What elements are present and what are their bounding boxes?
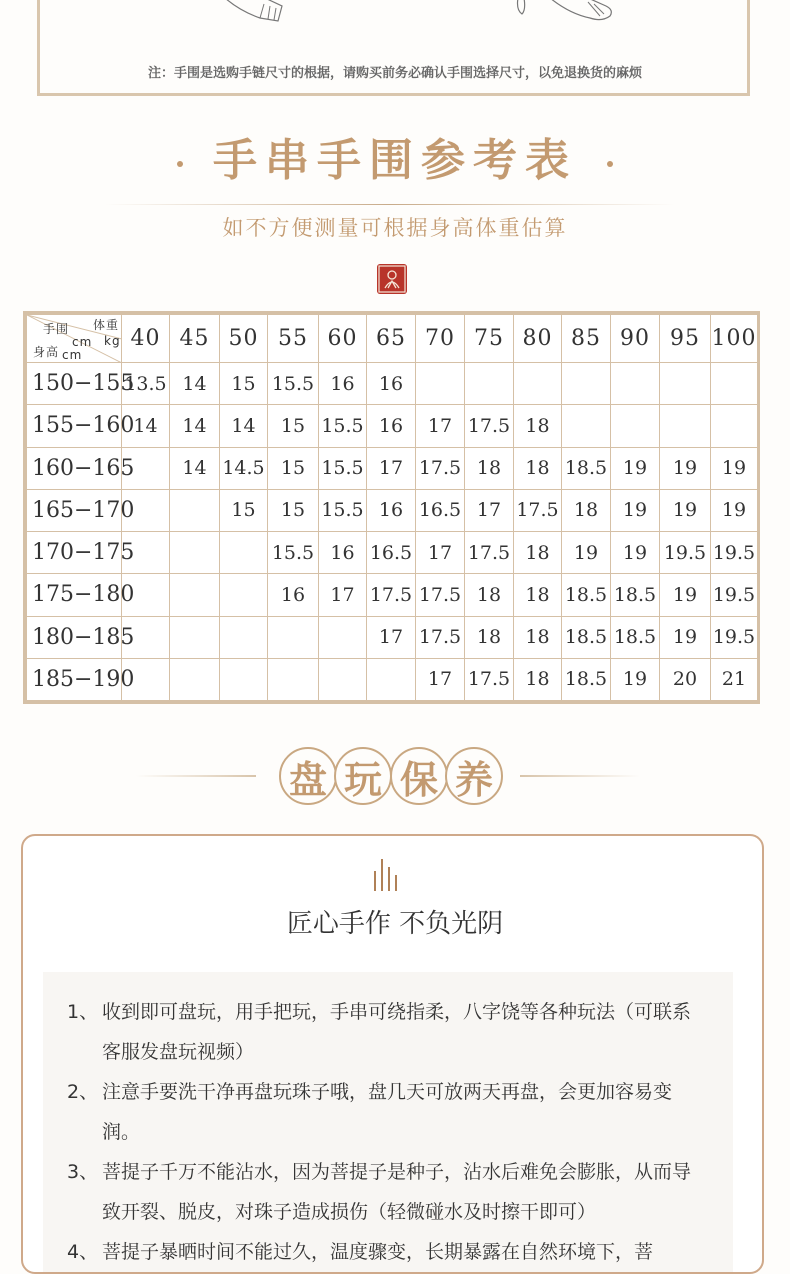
wrist-size-cell: 17.5 — [465, 532, 514, 574]
wrist-size-cell: 14 — [170, 363, 220, 405]
wrist-size-cell — [611, 363, 660, 405]
wrist-size-cell: 19.5 — [711, 574, 758, 616]
wrist-size-cell — [220, 532, 268, 574]
wrist-size-cell: 14 — [170, 405, 220, 447]
size-row — [27, 489, 758, 531]
height-range-cell: 165−170 — [27, 489, 122, 531]
wrist-size-cell — [711, 405, 758, 447]
wrist-size-cell — [268, 658, 319, 700]
weight-header: 40 — [122, 315, 170, 363]
wrist-size-cell — [711, 363, 758, 405]
wrist-size-cell: 19 — [660, 447, 711, 489]
weight-header: 65 — [367, 315, 416, 363]
wrist-size-cell: 19.5 — [711, 616, 758, 658]
wrist-size-cell — [220, 658, 268, 700]
wrist-size-cell: 18 — [514, 405, 562, 447]
wrist-size-cell — [170, 532, 220, 574]
wrist-size-cell: 17.5 — [465, 405, 514, 447]
corner-kg-unit: kg — [104, 334, 121, 348]
size-row — [27, 574, 758, 616]
wrist-size-cell: 16 — [319, 532, 367, 574]
wrist-size-cell: 19 — [660, 574, 711, 616]
wrist-size-cell: 19.5 — [660, 532, 711, 574]
wrist-size-cell: 16.5 — [367, 532, 416, 574]
care-item-text: 菩提子暴晒时间不能过久，温度骤变，长期暴露在自然环境下，菩 — [102, 1241, 654, 1263]
care-item — [67, 1072, 707, 1152]
size-row — [27, 363, 758, 405]
wrist-size-cell — [268, 616, 319, 658]
size-chart-subtitle: 如不方便测量可根据身高体重估算 — [222, 216, 568, 240]
wrist-size-cell: 15 — [220, 363, 268, 405]
wrist-size-cell — [416, 363, 465, 405]
wrist-size-cell: 19 — [711, 447, 758, 489]
weight-header: 95 — [660, 315, 711, 363]
wrist-size-cell: 17 — [416, 405, 465, 447]
wrist-size-cell — [170, 489, 220, 531]
weight-header: 75 — [465, 315, 514, 363]
weight-header: 45 — [170, 315, 220, 363]
wrist-size-cell — [660, 363, 711, 405]
wrist-size-cell: 17.5 — [416, 447, 465, 489]
bars-ornament-icon — [373, 859, 399, 891]
size-note: 注：手围是选购手链尺寸的根据，请购买前务必确认手围选择尺寸，以免退换货的麻烦 — [147, 66, 642, 81]
size-row — [27, 532, 758, 574]
weight-header: 55 — [268, 315, 319, 363]
seal-stamp-icon — [377, 264, 407, 294]
wrist-size-cell: 17.5 — [416, 616, 465, 658]
care-item-text: 收到即可盘玩，用手把玩，手串可绕指柔，八字饶等各种玩法（可联系客服发盘玩视频） — [102, 1001, 692, 1063]
wrist-size-cell — [562, 363, 611, 405]
wrist-size-cell: 19 — [562, 532, 611, 574]
size-chart-title — [0, 124, 790, 188]
wrist-size-cell: 21 — [711, 658, 758, 700]
weight-header: 50 — [220, 315, 268, 363]
wrist-size-cell — [367, 658, 416, 700]
wrist-size-cell: 19 — [611, 447, 660, 489]
care-item — [67, 992, 707, 1072]
wrist-size-cell: 16 — [367, 489, 416, 531]
wrist-size-cell: 16.5 — [416, 489, 465, 531]
wrist-size-cell: 16 — [268, 574, 319, 616]
wrist-size-cell: 15 — [268, 447, 319, 489]
wrist-size-cell: 19 — [711, 489, 758, 531]
wrist-size-cell — [170, 574, 220, 616]
wrist-size-cell: 17 — [367, 616, 416, 658]
wrist-size-cell: 17 — [465, 489, 514, 531]
wrist-size-cell: 18.5 — [611, 616, 660, 658]
wrist-size-cell: 17 — [367, 447, 416, 489]
care-heading: 匠心手作 不负光阴 — [286, 909, 504, 939]
wrist-size-cell: 17 — [416, 532, 465, 574]
wrist-size-cell — [514, 363, 562, 405]
size-row — [27, 616, 758, 658]
wrist-size-cell — [319, 616, 367, 658]
wrist-size-cell: 17 — [416, 658, 465, 700]
wrist-size-cell: 15.5 — [268, 532, 319, 574]
height-range-cell: 160−165 — [27, 447, 122, 489]
care-divider-left — [136, 775, 256, 777]
wrist-size-cell: 17.5 — [514, 489, 562, 531]
wrist-size-cell: 17.5 — [465, 658, 514, 700]
wrist-size-cell: 18 — [465, 447, 514, 489]
wrist-size-cell: 18.5 — [562, 616, 611, 658]
care-item-number: 1、 — [67, 1001, 99, 1023]
wrist-size-cell: 14 — [122, 405, 170, 447]
tape-measure-icon — [220, 0, 310, 26]
wrist-size-cell: 14.5 — [220, 447, 268, 489]
wrist-size-cell: 13.5 — [122, 363, 170, 405]
hand-icon — [510, 0, 620, 28]
wrist-size-cell: 15.5 — [268, 363, 319, 405]
wrist-size-cell: 20 — [660, 658, 711, 700]
height-range-cell: 155−160 — [27, 405, 122, 447]
title-dot-right — [607, 161, 613, 167]
wrist-size-cell: 15 — [268, 405, 319, 447]
wrist-size-cell: 15.5 — [319, 405, 367, 447]
height-range-cell: 180−185 — [27, 616, 122, 658]
wrist-size-cell: 16 — [319, 363, 367, 405]
wrist-size-cell: 18.5 — [611, 574, 660, 616]
title-divider — [105, 204, 675, 205]
wrist-size-cell: 18 — [562, 489, 611, 531]
wrist-size-cell: 18 — [514, 616, 562, 658]
weight-header-row — [27, 315, 758, 363]
care-item-text: 注意手要洗干净再盘玩珠子哦，盘几天可放两天再盘，会更加容易变润。 — [102, 1081, 673, 1143]
wrist-size-cell: 18 — [514, 532, 562, 574]
care-title-char: 保 — [390, 747, 448, 805]
wrist-size-cell: 15.5 — [319, 489, 367, 531]
weight-header: 80 — [514, 315, 562, 363]
size-row — [27, 447, 758, 489]
measure-illustration-frame — [37, 0, 750, 96]
care-title-char: 盘 — [279, 747, 337, 805]
size-chart-table — [23, 311, 760, 704]
weight-header: 70 — [416, 315, 465, 363]
care-divider-right — [520, 775, 640, 777]
size-chart-title-text: 手串手围参考表 — [213, 135, 577, 186]
care-item-text: 菩提子千万不能沾水，因为菩提子是种子，沾水后难免会膨胀，从而导致开裂、脱皮，对珠子造成损伤（轻微碰水及时擦干即可） — [102, 1161, 692, 1223]
wrist-size-cell: 19.5 — [711, 532, 758, 574]
wrist-size-cell: 19 — [611, 658, 660, 700]
wrist-size-cell: 19 — [611, 489, 660, 531]
wrist-size-cell: 18 — [465, 616, 514, 658]
wrist-size-cell: 15.5 — [319, 447, 367, 489]
wrist-size-cell: 14 — [220, 405, 268, 447]
weight-header: 90 — [611, 315, 660, 363]
height-range-cell: 170−175 — [27, 532, 122, 574]
table-corner-cell — [27, 315, 122, 363]
wrist-size-cell: 18.5 — [562, 574, 611, 616]
weight-header: 100 — [711, 315, 758, 363]
size-row — [27, 405, 758, 447]
wrist-size-cell: 17 — [319, 574, 367, 616]
wrist-size-cell: 18 — [514, 447, 562, 489]
weight-header: 60 — [319, 315, 367, 363]
wrist-size-cell: 18 — [465, 574, 514, 616]
wrist-size-cell — [220, 616, 268, 658]
care-title-char: 玩 — [334, 747, 392, 805]
wrist-size-cell: 18.5 — [562, 658, 611, 700]
wrist-size-cell — [170, 616, 220, 658]
care-item-number: 4、 — [67, 1241, 99, 1263]
wrist-size-cell — [611, 405, 660, 447]
corner-cm-bottom: cm — [62, 348, 83, 362]
wrist-size-cell: 18 — [514, 658, 562, 700]
wrist-size-cell: 14 — [170, 447, 220, 489]
wrist-size-cell: 15 — [220, 489, 268, 531]
wrist-size-cell: 18.5 — [562, 447, 611, 489]
corner-cm-top: cm — [72, 335, 93, 349]
wrist-size-cell: 18 — [514, 574, 562, 616]
wrist-size-cell — [220, 574, 268, 616]
care-title-char: 养 — [445, 747, 503, 805]
care-item-number: 3、 — [67, 1161, 99, 1183]
size-row — [27, 658, 758, 700]
wrist-size-cell: 17.5 — [416, 574, 465, 616]
wrist-size-cell: 17.5 — [367, 574, 416, 616]
wrist-size-cell: 15 — [268, 489, 319, 531]
care-item — [67, 1232, 707, 1272]
corner-wrist-label: 手围 — [43, 322, 70, 336]
wrist-size-cell: 16 — [367, 363, 416, 405]
wrist-size-cell — [660, 405, 711, 447]
wrist-size-cell — [319, 658, 367, 700]
wrist-size-cell: 19 — [660, 489, 711, 531]
wrist-size-cell: 19 — [611, 532, 660, 574]
height-range-cell: 185−190 — [27, 658, 122, 700]
wrist-size-cell — [465, 363, 514, 405]
corner-height-label: 身高 — [33, 345, 60, 359]
care-item — [67, 1152, 707, 1232]
height-range-cell: 175−180 — [27, 574, 122, 616]
wrist-size-cell: 16 — [367, 405, 416, 447]
height-range-cell: 150−155 — [27, 363, 122, 405]
care-item-number: 2、 — [67, 1081, 99, 1103]
weight-header: 85 — [562, 315, 611, 363]
wrist-size-cell: 19 — [660, 616, 711, 658]
title-dot-left — [177, 161, 183, 167]
wrist-size-cell — [170, 658, 220, 700]
corner-weight-label: 体重 — [93, 318, 120, 332]
wrist-size-cell — [562, 405, 611, 447]
